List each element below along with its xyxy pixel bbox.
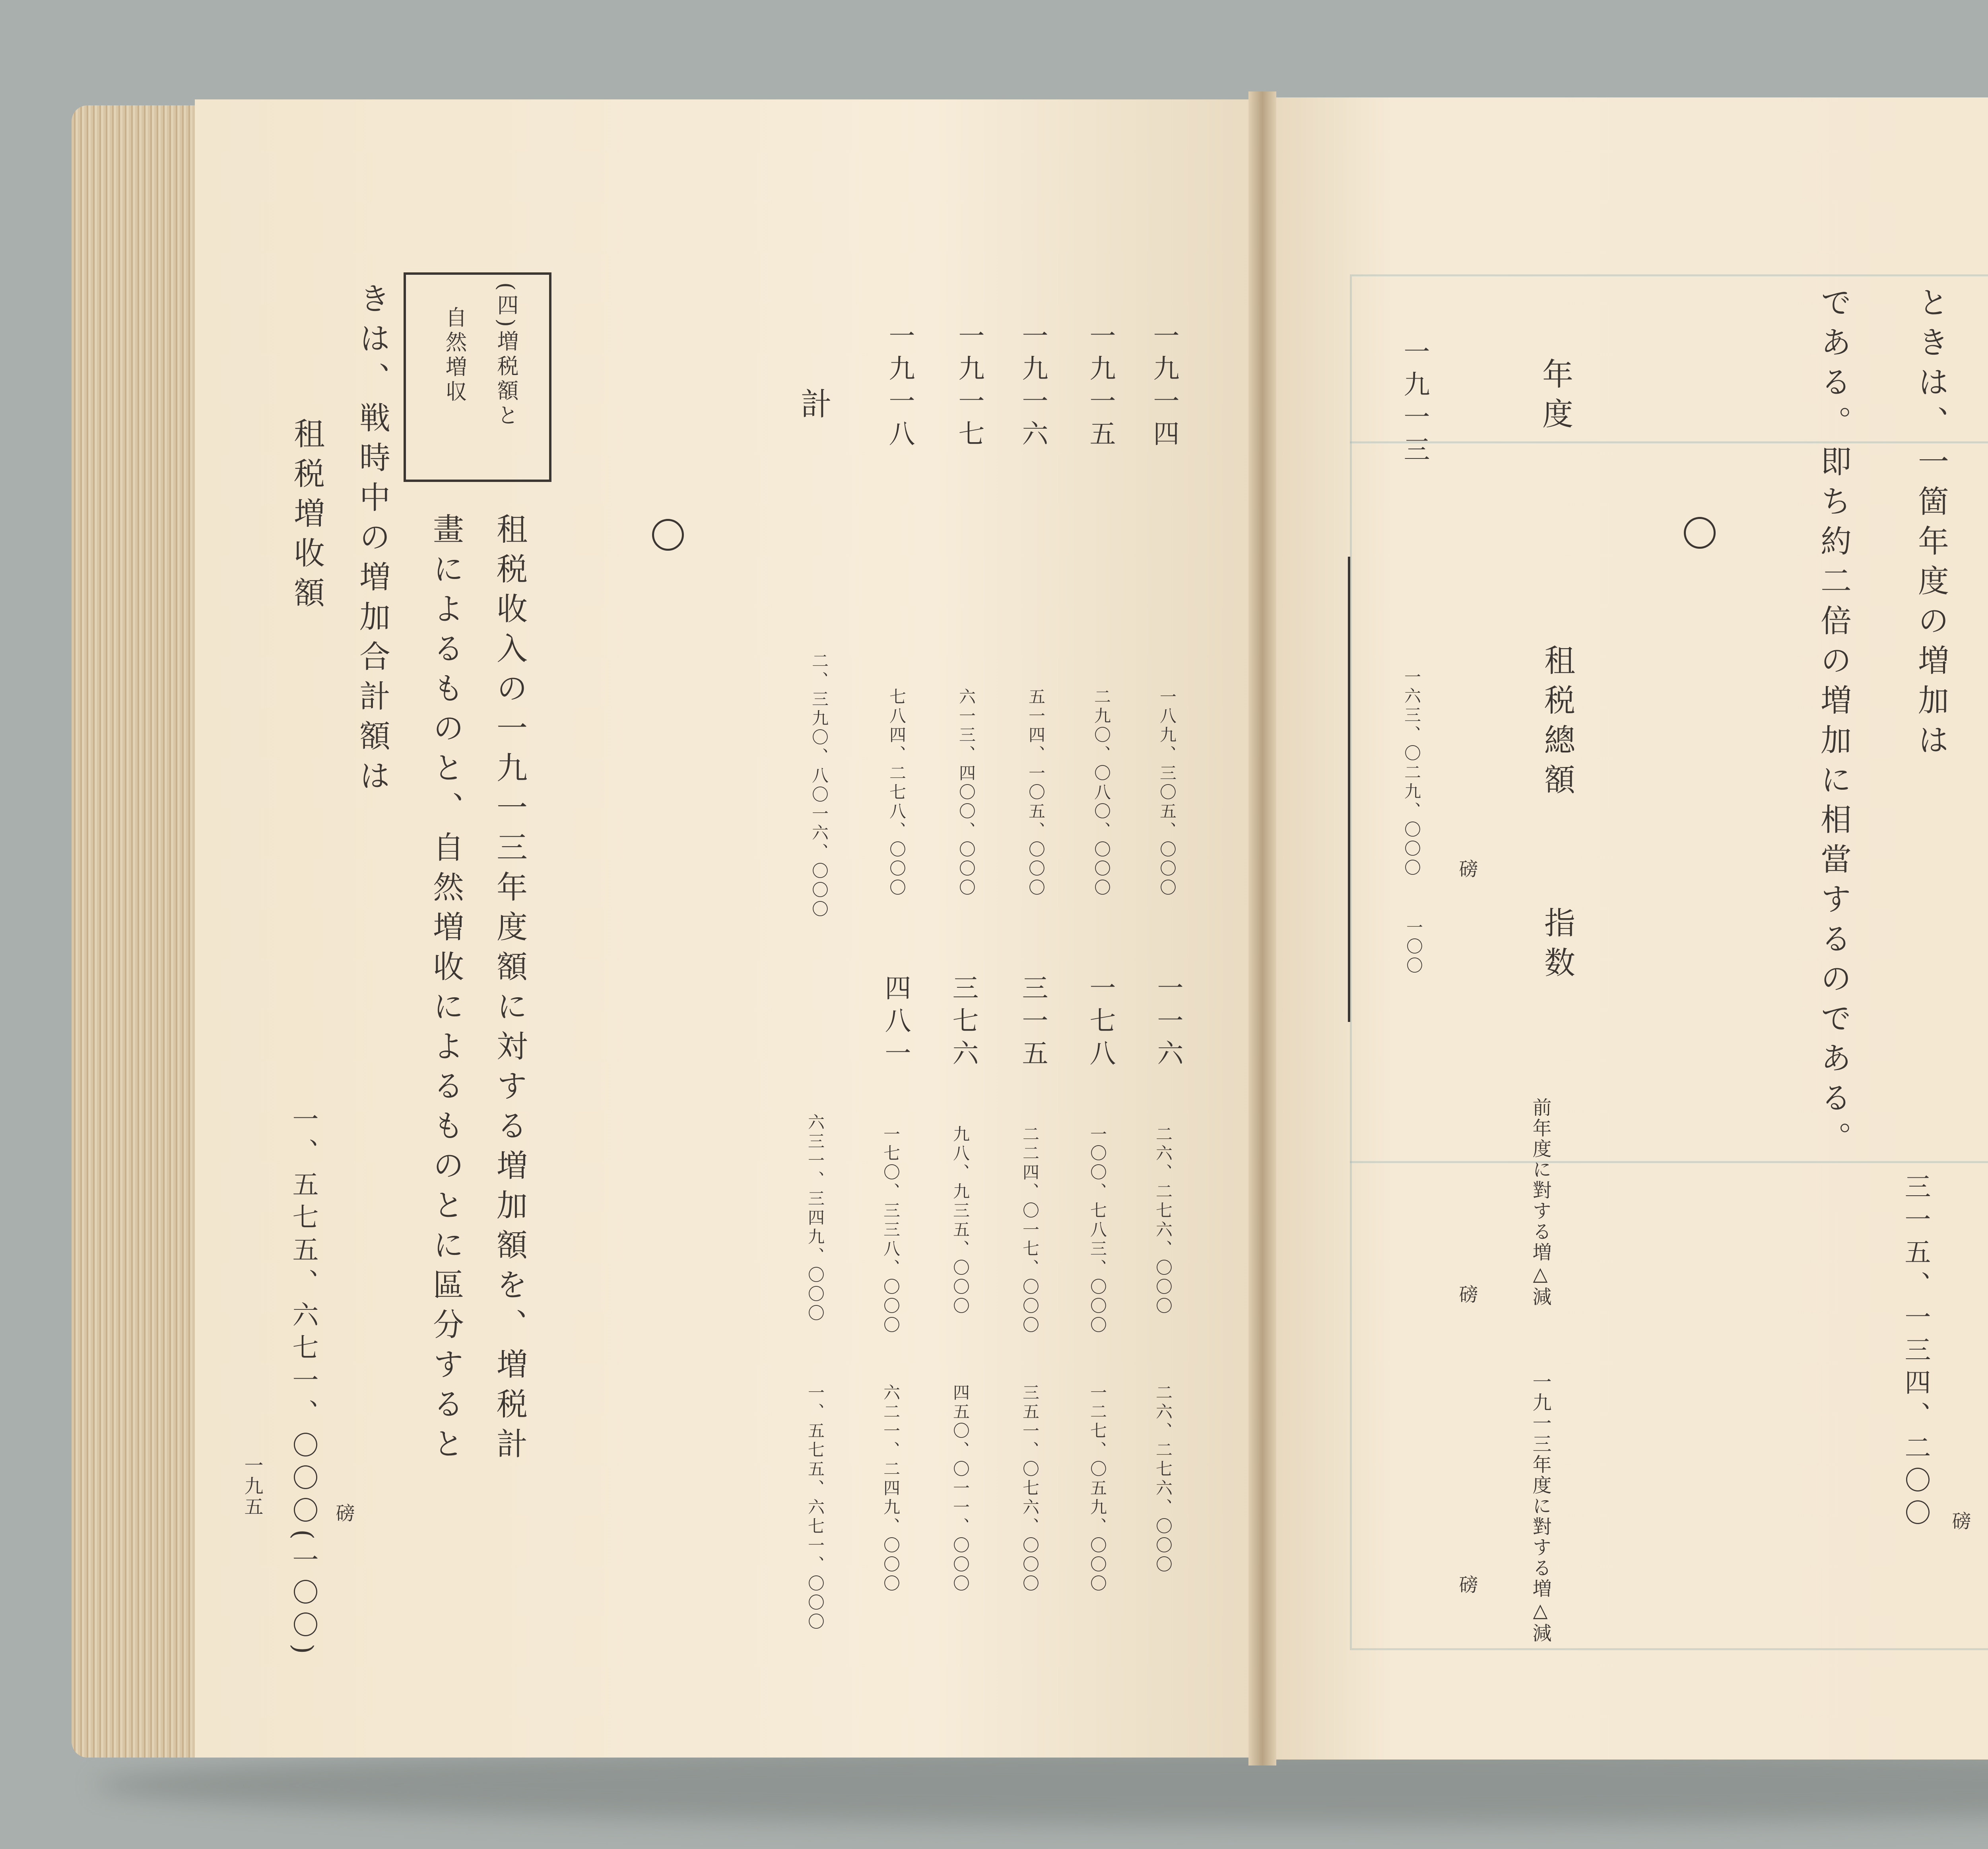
table-total-v3: 六三一、三四九、〇〇〇 xyxy=(806,1113,825,1323)
table-cell-v4: 二六、二七六、〇〇〇 xyxy=(1153,1384,1173,1575)
table-cell-v4: 三五一、〇七六、〇〇〇 xyxy=(1020,1384,1040,1594)
table-cell-index: 三七六 xyxy=(948,974,978,1072)
ghost-rule xyxy=(1350,1161,1988,1163)
table-row-year-1915: 一九一五 xyxy=(1085,322,1116,453)
table-row-year-1917: 一九一七 xyxy=(954,322,984,453)
table-cell-v4: 一二七、〇五九、〇〇〇 xyxy=(1088,1384,1107,1594)
left-page-stack xyxy=(72,105,203,1758)
left-unit: 磅 xyxy=(332,1503,355,1524)
table-header-base: 一九一三年度に對する増△減 xyxy=(1529,1372,1551,1644)
text-column-3: ときは、一箇年度の増加は xyxy=(1913,286,1949,763)
body-text-1: 租税收入の一九一三年度額に対する増加額を、増税計 xyxy=(491,513,527,1467)
table-cell-v1: 六一三、四〇〇、〇〇〇 xyxy=(957,688,976,898)
table-header-prev: 前年度に對する増△減 xyxy=(1529,1097,1551,1307)
table-cell-v1: 二九〇、〇八〇、〇〇〇 xyxy=(1092,688,1111,898)
table-row-index-1913: 一〇〇 xyxy=(1404,919,1423,976)
table-total-label: 計 xyxy=(796,388,831,427)
text-column-4: である。即ち約二倍の増加に相當するのである。 xyxy=(1815,286,1851,1161)
table-cell-v4: 六二一、二四九、〇〇〇 xyxy=(881,1384,901,1594)
table-header-index: 指数 xyxy=(1539,907,1575,986)
table-cell-v1: 五一四、一〇五、〇〇〇 xyxy=(1026,688,1046,898)
table-cell-v3: 二六、二七六、〇〇〇 xyxy=(1153,1125,1173,1316)
unit-label: 磅 xyxy=(1456,1284,1478,1305)
circle-mark xyxy=(652,519,684,551)
table-cell-index: 一七八 xyxy=(1085,974,1116,1072)
table-row-value-1913: 一六三、〇二九、〇〇〇 xyxy=(1402,668,1421,878)
table-cell-v3: 九八、九三五、〇〇〇 xyxy=(951,1125,970,1316)
table-total-v4: 一、五七五、六七一、〇〇〇 xyxy=(806,1384,825,1632)
table-total-v1: 二、三九〇、八〇一六、〇〇〇 xyxy=(810,652,829,919)
circle-mark xyxy=(1684,517,1716,549)
unit-label: 磅 xyxy=(1456,1575,1478,1595)
yearly-increase-unit: 磅 xyxy=(1949,1511,1971,1532)
table-cell-index: 三一五 xyxy=(1017,974,1048,1072)
table-row-year-1918: 一九一八 xyxy=(884,322,915,453)
heading-box xyxy=(404,272,551,482)
heading-line-1: (四)増税額と xyxy=(494,282,519,429)
intro-text-1: きは、戦時中の増加合計額は xyxy=(354,282,390,799)
table-cell-v3: 一七〇、三三八、〇〇〇 xyxy=(881,1125,901,1335)
table-header-total: 租税總額 xyxy=(1539,644,1575,803)
table-cell-index: 一一六 xyxy=(1153,974,1183,1072)
yearly-increase-value: 三一五、一三四、二〇〇 xyxy=(1900,1173,1931,1532)
table-cell-v1: 一八九、三〇五、〇〇〇 xyxy=(1157,688,1177,898)
body-text-2: 畫によるものと、自然増收によるものとに區分すると xyxy=(428,513,464,1467)
table-row-year-1913: 一九一三 xyxy=(1399,338,1430,468)
table-cell-v1: 七八四、二七八、〇〇〇 xyxy=(887,688,907,898)
left-bottom-total: 一、五七五、六七一、〇〇〇(一〇〇) xyxy=(288,1105,318,1661)
table-header-year: 年度 xyxy=(1537,358,1573,437)
table-row-year-1916: 一九一六 xyxy=(1017,322,1048,453)
table-row-year-1914: 一九一四 xyxy=(1149,322,1179,453)
vertical-rule xyxy=(1348,557,1350,1022)
table-cell-v3: 一〇〇、七八三、〇〇〇 xyxy=(1088,1125,1107,1335)
book-gutter xyxy=(1248,91,1276,1765)
table-cell-v4: 四五〇、〇一一、〇〇〇 xyxy=(951,1384,970,1594)
intro-text-2: 租税増收額 xyxy=(289,418,324,616)
table-cell-index: 四八一 xyxy=(880,974,911,1072)
table-cell-v3: 二二四、〇一七、〇〇〇 xyxy=(1020,1125,1040,1335)
left-page-number: 一九五 xyxy=(241,1455,263,1517)
ghost-rule xyxy=(1350,441,1988,443)
unit-label: 磅 xyxy=(1456,859,1478,880)
ghost-table-frame xyxy=(1350,274,1988,1650)
heading-line-2: 自然増収 xyxy=(442,306,467,405)
